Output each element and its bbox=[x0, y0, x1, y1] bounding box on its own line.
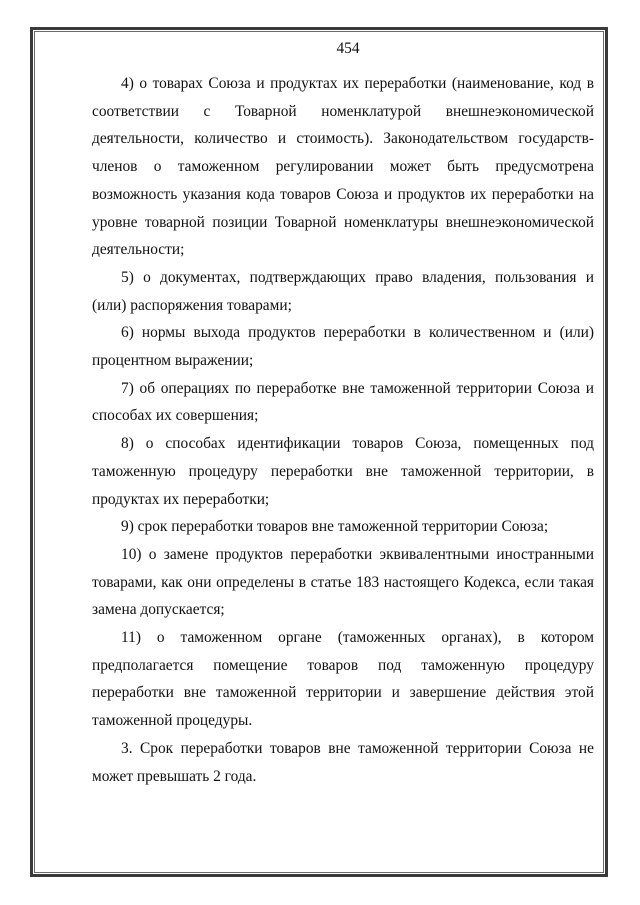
paragraph-item-4: 4) о товарах Союза и продуктах их переработки (наименование, код в соответствии с Товарной номенклатурой внешнеэкономической деятельности, количество и стоимость). Законодательством государств-членов о таможенном регулировании может быть предусмотрена возможность указания кода товаров Союза и продуктов их переработки на уровне товарной позиции Товарной номенклатуры внешнеэкономической деятельности; bbox=[92, 75, 594, 259]
paragraph-item-8: 8) о способах идентификации товаров Союза, помещенных под таможенную процедуру переработки вне таможенной территории, в продуктах их переработки; bbox=[92, 435, 594, 508]
paragraph-item-9: 9) срок переработки товаров вне таможенной территории Союза; bbox=[121, 518, 549, 536]
paragraph-item-5: 5) о документах, подтверждающих право владения, пользования и (или) распоряжения товарами; bbox=[92, 268, 594, 314]
document-page bbox=[92, 40, 594, 790]
paragraph-item-6: 6) нормы выхода продуктов переработки в количественном и (или) процентном выражении; bbox=[92, 324, 594, 370]
paragraph-item-7: 7) об операциях по переработке вне таможенной территории Союза и способах их совершения; bbox=[92, 379, 594, 425]
paragraph-clause-3: 3. Срок переработки товаров вне таможенной территории Союза не может превышать 2 года. bbox=[92, 739, 594, 785]
paragraph-item-11: 11) о таможенном органе (таможенных органах), в котором предполагается помещение товаров под таможенную процедуру переработки вне таможенной территории и завершение действия этой таможенной процедуры. bbox=[92, 629, 594, 730]
paragraph-item-10: 10) о замене продуктов переработки эквивалентными иностранными товарами, как они определены в статье 183 настоящего Кодекса, если такая замена допускается; bbox=[92, 545, 594, 619]
page-number: 454 bbox=[336, 40, 360, 57]
